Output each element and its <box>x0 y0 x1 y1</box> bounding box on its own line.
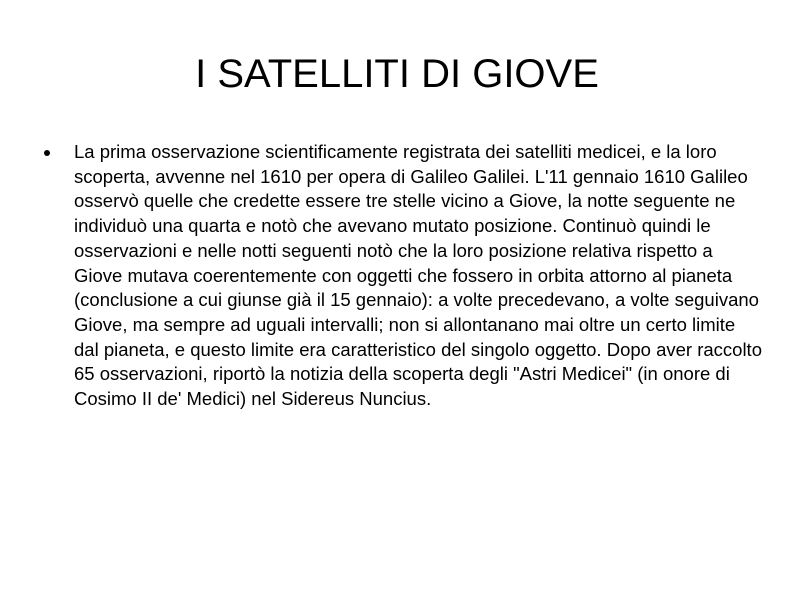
slide-content <box>44 140 764 412</box>
bullet-item <box>44 140 764 412</box>
bullet-list <box>44 140 764 412</box>
bullet-dot-icon <box>44 150 50 156</box>
slide-title: I SATELLITI DI GIOVE <box>195 52 599 96</box>
bullet-text: La prima osservazione scientificamente registrata dei satelliti medicei, e la loro scoperta, avvenne nel 1610 per opera di Galileo Galilei. L'11 gennaio 1610 Galileo osservò quelle che credette essere tre stelle vicino a Giove, la notte seguente ne individuò una quarta e notò che avevano mutato posizione. Continuò quindi le osservazioni e nelle notti seguenti notò che la loro posizione relativa rispetto a Giove mutava coerentemente con oggetti che fossero in orbita attorno al pianeta (conclusione a cui giunse già il 15 gennaio): a volte precedevano, a volte seguivano Giove, ma sempre ad uguali intervalli; non si allontanano mai oltre un certo limite dal pianeta, e questo limite era caratteristico del singolo oggetto. Dopo aver raccolto 65 osservazioni, riportò la notizia della scoperta degli "Astri Medicei" (in onore di Cosimo II de' Medici) nel Sidereus Nuncius. <box>74 141 762 410</box>
